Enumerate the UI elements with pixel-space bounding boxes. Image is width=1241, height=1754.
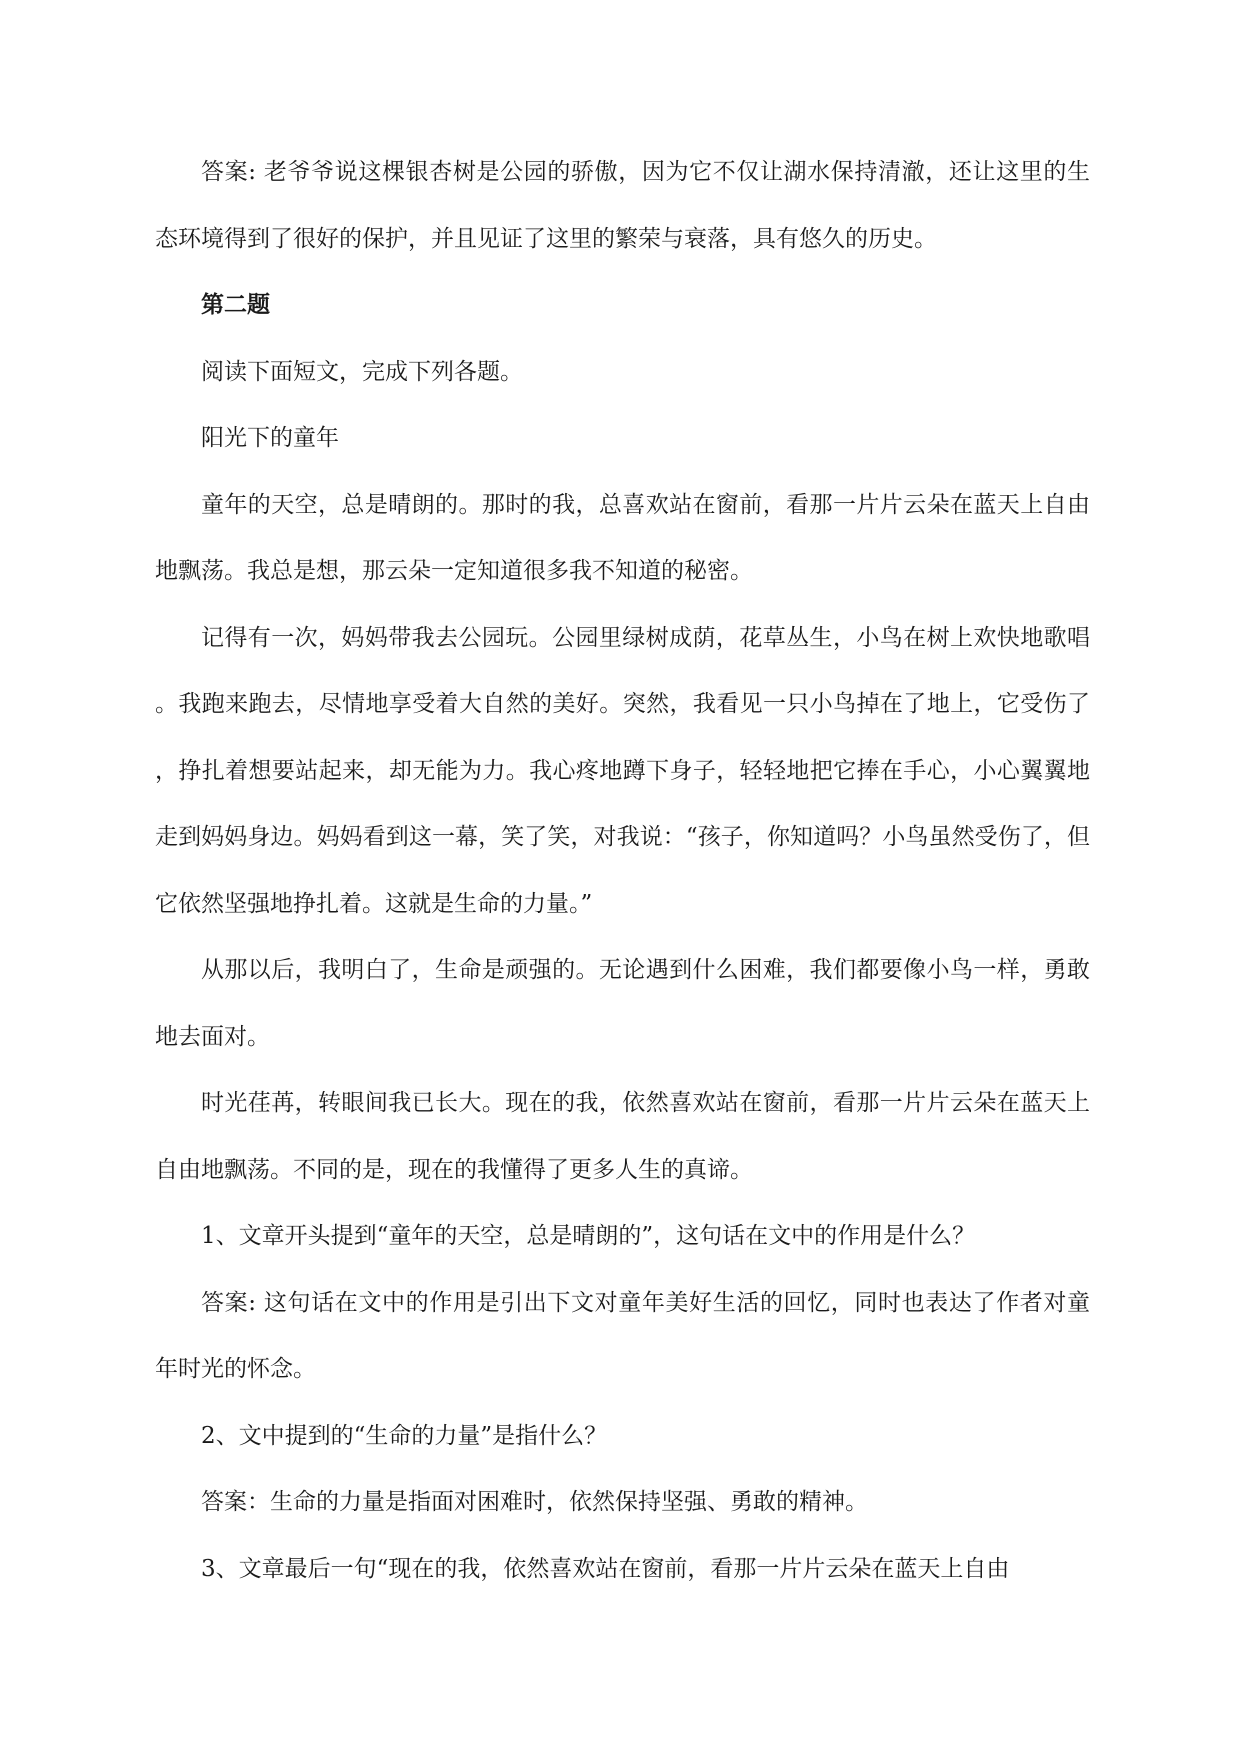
story-paragraph: 从那以后，我明白了，生命是顽强的。无论遇到什么困难，我们都要像小鸟一样，勇敢地去面对。 [155, 957, 1090, 1050]
story-paragraph: 时光荏苒，转眼间我已长大。现在的我，依然喜欢站在窗前，看那一片片云朵在蓝天上自由地飘荡。不同的是，现在的我懂得了更多人生的真谛。 [155, 1090, 1090, 1183]
document-body [155, 139, 1090, 1602]
answer-paragraph-previous: 答案: 老爷爷说这棵银杏树是公园的骄傲，因为它不仅让湖水保持清澈，还让这里的生态环境得到了很好的保护，并且见证了这里的繁荣与衰落，具有悠久的历史。 [155, 159, 1090, 252]
story-title: 阳光下的童年 [201, 425, 339, 451]
question-2: 2、文中提到的“生命的力量”是指什么？ [201, 1422, 608, 1449]
answer-1: 答案: 这句话在文中的作用是引出下文对童年美好生活的回忆，同时也表达了作者对童年时光的怀念。 [155, 1289, 1090, 1382]
story-paragraph: 童年的天空，总是晴朗的。那时的我，总喜欢站在窗前，看那一片片云朵在蓝天上自由地飘荡。我总是想，那云朵一定知道很多我不知道的秘密。 [155, 491, 1090, 584]
question-3: 3、文章最后一句“现在的我，依然喜欢站在窗前，看那一片片云朵在蓝天上自由 [201, 1555, 1010, 1582]
answer-2: 答案：生命的力量是指面对困难时，依然保持坚强、勇敢的精神。 [201, 1489, 868, 1515]
story-paragraph: 记得有一次，妈妈带我去公园玩。公园里绿树成荫，花草丛生，小鸟在树上欢快地歌唱。我跑来跑去，尽情地享受着大自然的美好。突然，我看见一只小鸟掉在了地上，它受伤了，挣扎着想要站起来，却无能为力。我心疼地蹲下身子，轻轻地把它捧在手心，小心翼翼地走到妈妈身边。妈妈看到这一幕，笑了笑，对我说：“孩子，你知道吗？小鸟虽然受伤了，但它依然坚强地挣扎着。这就是生命的力量。” [155, 624, 1090, 917]
instruction-text: 阅读下面短文，完成下列各题。 [201, 358, 523, 385]
section-heading: 第二题 [201, 291, 270, 318]
question-1: 1、文章开头提到“童年的天空，总是晴朗的”，这句话在文中的作用是什么？ [201, 1223, 976, 1249]
